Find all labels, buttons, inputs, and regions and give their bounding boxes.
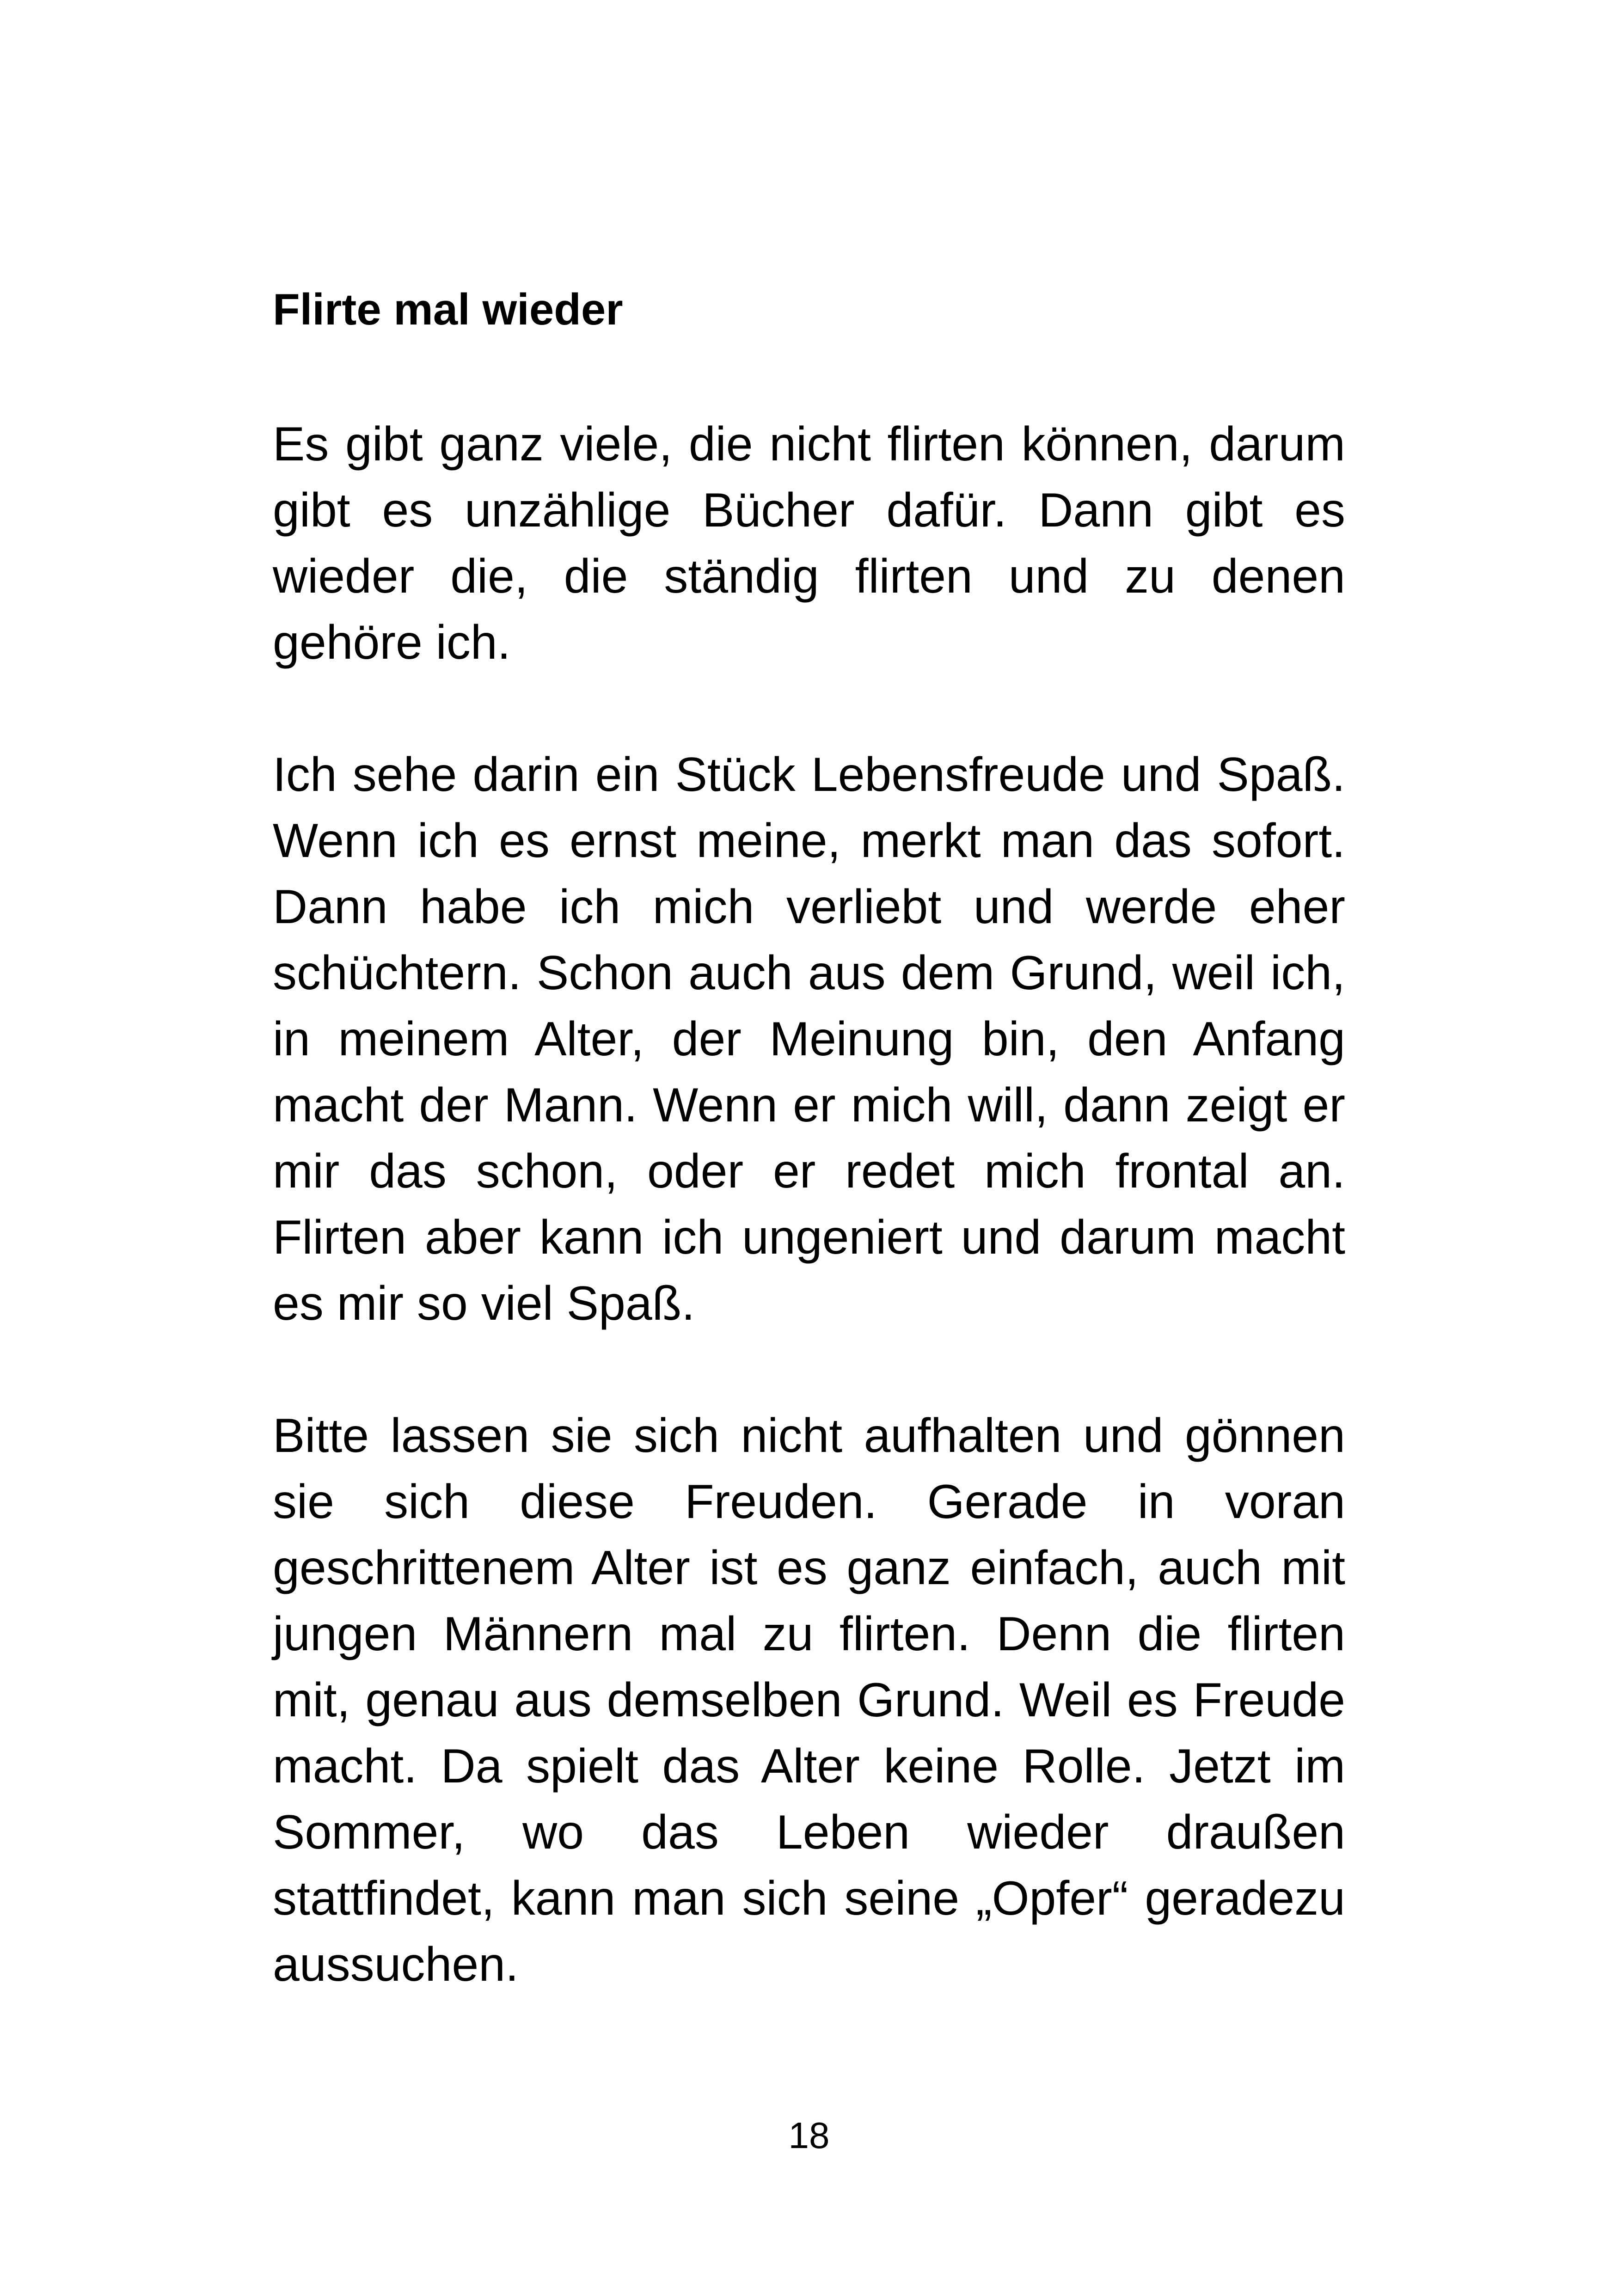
page-number: 18 [788,2115,830,2156]
paragraph-1: Es gibt ganz viele, die nicht flirten können, darum gibt es unzählige Bücher dafür. Dann gibt es wieder die, die ständig flirten und zu denen gehöre ich. [273,417,1345,669]
page-content [273,277,1345,1998]
paragraph-2: Ich sehe darin ein Stück Lebensfreude und Spaß. Wenn ich es ernst meine, merkt man das sofort. Dann habe ich mich verliebt und werde eher schüchtern. Schon auch aus dem Grund, weil ich, in meinem Alter, der Meinung bin, den Anfang macht der Mann. Wenn er mich will, dann zeigt er mir das schon, oder er redet mich frontal an. Flirten aber kann ich ungeniert und darum macht es mir so viel Spaß. [273,748,1345,1330]
paragraph-3: Bitte lassen sie sich nicht aufhalten und gönnen sie sich diese Freuden. Gerade in voran geschrittenem Alter ist es ganz einfach, auch mit jungen Männern mal zu flirten. Denn die flirten mit, genau aus demselben Grund. Weil es Freude macht. Da spielt das Alter keine Rolle. Jetzt im Sommer, wo das Leben wieder draußen stattfindet, kann man sich seine „Opfer“ geradezu aussuchen. [273,1409,1345,1991]
chapter-title: Flirte mal wieder [273,285,623,334]
